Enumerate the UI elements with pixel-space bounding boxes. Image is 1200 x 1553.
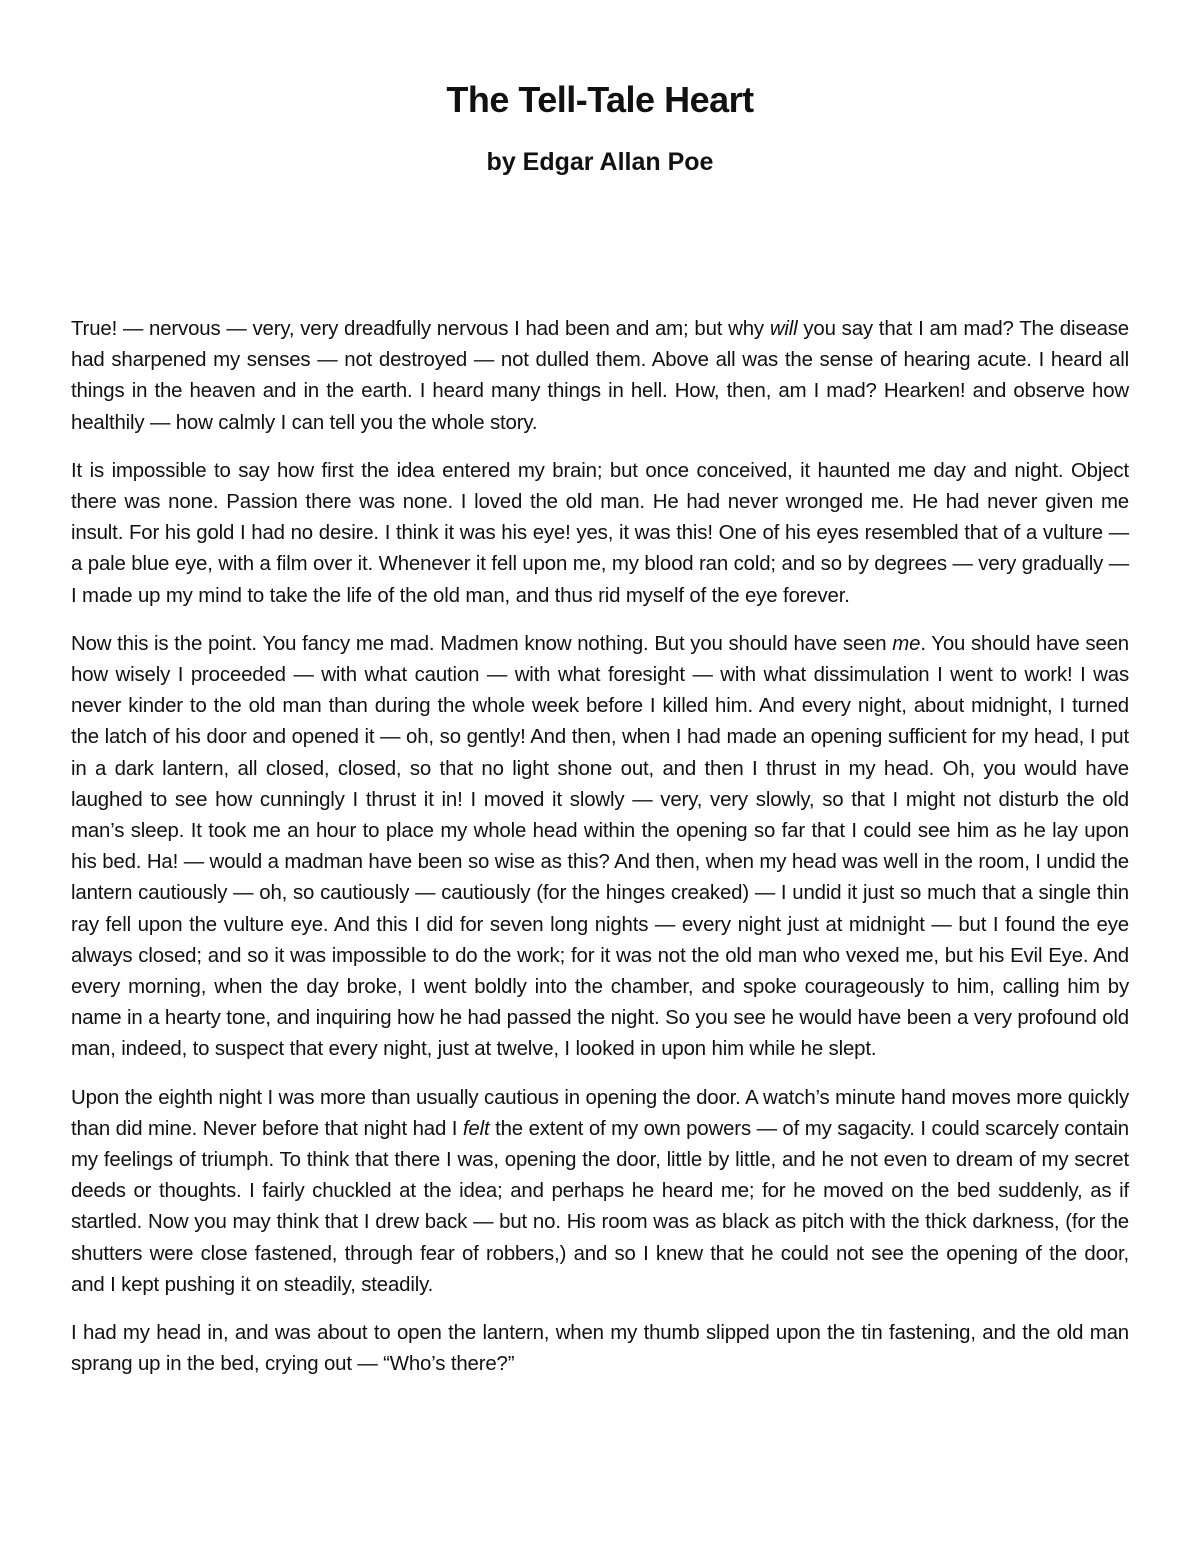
document-title: The Tell-Tale Heart xyxy=(446,79,754,120)
text-run: the extent of my own powers — of my sagacity. I could scarcely contain my feelings of triumph. To think that there I was, opening the door, little by little, and he not even to dream of my secret deeds or thoughts. I fairly chuckled at the idea; and perhaps he heard me; for he moved on the bed suddenly, as if startled. Now you may think that I drew back — but no. His room was as black as pitch with the thick darkness, (for the shutters were close fastened, through fear of robbers,) and so I knew that he could not see the opening of the door, and I kept pushing it on steadily, steadily. xyxy=(71,1117,1130,1296)
paragraph-3 xyxy=(71,629,1129,1066)
text-run: . You should have seen how wisely I proceeded — with what caution — with what foresight — with what dissimulation I went to work! I was never kinder to the old man than during the whole week before I killed him. And every night, about midnight, I turned the latch of his door and opened it — oh, so gently! And then, when I had made an opening sufficient for my head, I put in a dark lantern, all closed, closed, so that no light shone out, and then I thrust in my head. Oh, you would have laughed to see how cunningly I thrust it in! I moved it slowly — very, very slowly, so that I might not disturb the old man’s sleep. It took me an hour to place my whole head within the opening so far that I could see him as he lay upon his bed. Ha! — would a madman have been so wise as this? And then, when my head was well in the room, I undid the lantern cautiously — oh, so cautiously — cautiously (for the hinges creaked) — I undid it just so much that a single thin ray fell upon the vulture eye. And this I did for seven long nights — every night just at midnight — but I found the eye always closed; and so it was impossible to do the work; for it was not the old man who vexed me, but his Evil Eye. And every morning, when the day broke, I went boldly into the chamber, and spoke courageously to him, calling him by name in a hearty tone, and inquiring how he had passed the night. So you see he would have been a very profound old man, indeed, to suspect that every night, just at twelve, I looked in upon him while he slept. xyxy=(71,632,1129,1061)
paragraph-2 xyxy=(71,456,1129,612)
italic-text-run: felt xyxy=(462,1117,490,1140)
text-run: you say that I am mad? The disease had sharpened my senses — not destroyed — not dulled them. Above all was the sense of hearing acute. I heard all things in the heaven and in the earth. I heard many things in hell. How, then, am I mad? Hearken! and observe how healthily — how calmly I can tell you the whole story. xyxy=(71,318,1129,434)
italic-text-run: me xyxy=(892,632,921,655)
text-run: I had my head in, and was about to open the lantern, when my thumb slipped upon the tin fastening, and the old man sprang up in the bed, crying out — “Who’s there?” xyxy=(71,1322,1129,1376)
document-byline: by Edgar Allan Poe xyxy=(486,148,714,176)
italic-text-run: will xyxy=(769,318,798,340)
story-body xyxy=(71,314,1129,1398)
text-run: Now this is the point. You fancy me mad. Madmen know nothing. But you should have seen xyxy=(71,632,893,655)
text-run: It is impossible to say how first the idea entered my brain; but once conceived, it haunted me day and night. Object there was none. Passion there was none. I loved the old man. He had never wronged me. He had never given me insult. For his gold I had no desire. I think it was his eye! yes, it was this! One of his eyes resembled that of a vulture — a pale blue eye, with a film over it. Whenever it fell upon me, my blood ran cold; and so by degrees — very gradually — I made up my mind to take the life of the old man, and thus rid myself of the eye forever. xyxy=(71,459,1129,607)
paragraph-5 xyxy=(71,1318,1129,1380)
text-run: True! — nervous — very, very dreadfully nervous I had been and am; but why xyxy=(71,318,770,340)
paragraph-4 xyxy=(71,1083,1129,1301)
text-run: Upon the eighth night I was more than usually cautious in opening the door. A watch’s minute hand moves more quickly than did mine. Never before that night had I xyxy=(71,1086,1129,1140)
paragraph-1 xyxy=(71,314,1129,439)
